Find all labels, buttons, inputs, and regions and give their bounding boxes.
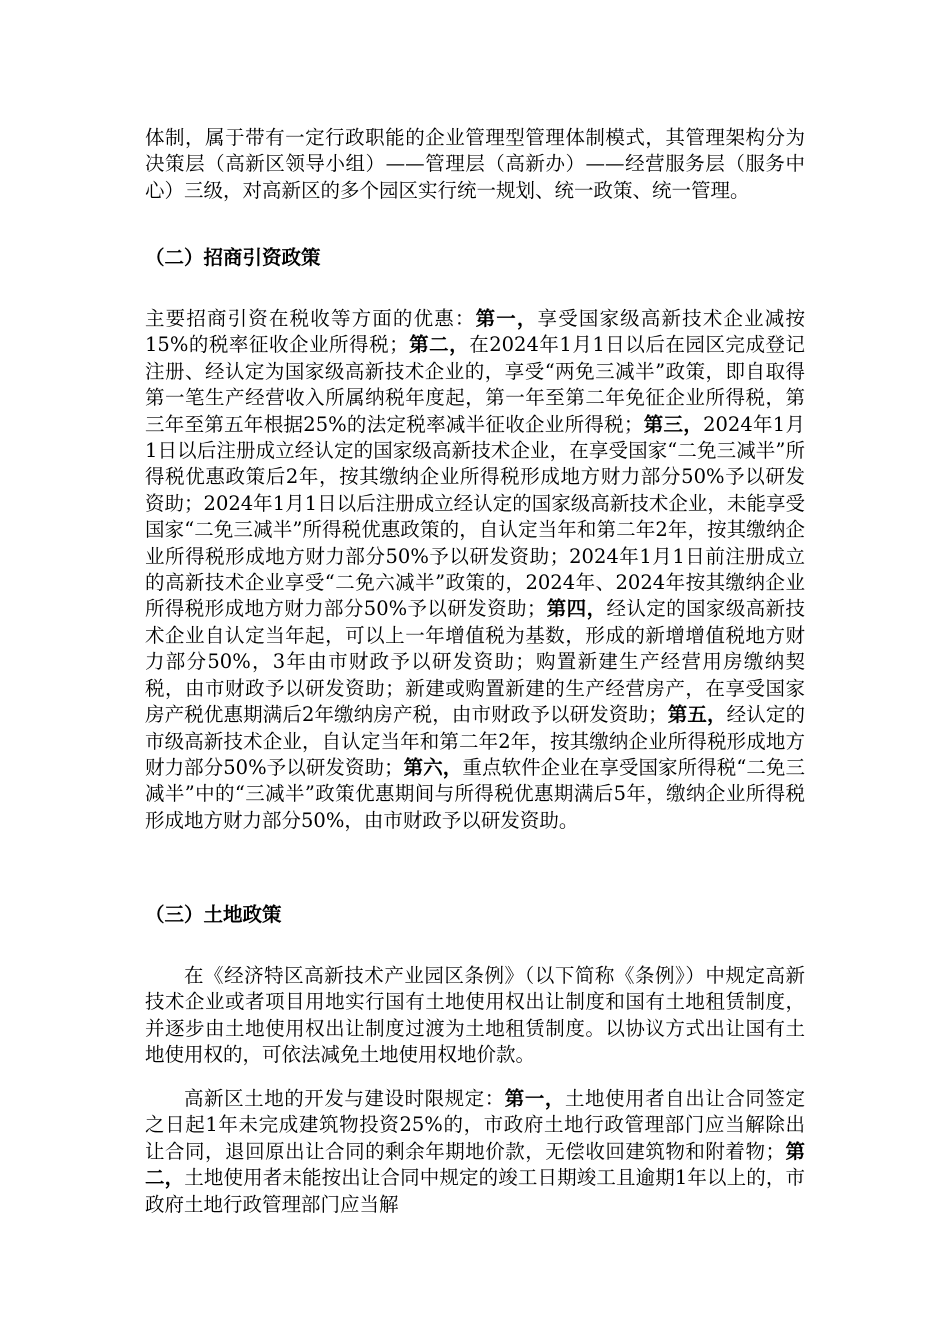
text-run: 经认定的国家级高新技术企业自认定当年起，可以上一年增值税为基数，形成的新增增值税地方财力部分50%，3年由市财政予以研发资助；购置新建生产经营用房缴纳契税，由市财政予以研发资助；新建或购置新建的生产经营房产，在享受国家房产税优惠期满后2年缴纳房产税，由市财政予以研发资助； <box>145 597 805 727</box>
text-run: 土地使用者自出让合同签定之日起1年未完成建筑物投资25%的，市政府土地行政管理部门应当解除出让合同，退回原出让合同的剩余年期地价款，无偿收回建筑物和附着物； <box>145 1087 805 1163</box>
bold-label-first: 第一， <box>504 1087 565 1110</box>
bold-label-first: 第一， <box>475 307 538 330</box>
text-run: 在2024年1月1日以后在园区完成登记注册、经认定为国家级高新技术企业的，享受“两免三减半”政策，即自取得第一笔生产经营收入所属纳税年度起，第一年至第二年免征企业所得税，第三年至第五年根据25%的法定税率减半征收企业所得税； <box>145 333 805 436</box>
paragraph-land-regulation: 在《经济特区高新技术产业园区条例》（以下简称《条例》）中规定高新技术企业或者项目用地实行国有土地使用权出让制度和国有土地租赁制度，并逐步由土地使用权出让制度过渡为土地租赁制度。以协议方式出让国有土地使用权的，可依法减免土地使用权地价款。 <box>145 964 805 1067</box>
text-run: 土地使用者未能按出让合同中规定的竣工日期竣工且逾期1年以上的，市政府土地行政管理部门应当解 <box>145 1166 805 1216</box>
text-run: 享受国家级高新技术企业减按15%的税率征收企业所得税； <box>145 307 805 357</box>
text-run: 2024年1月1日以后注册成立经认定的国家级高新技术企业，在享受国家“二免三减半”所得税优惠政策后2年，按其缴纳企业所得税形成地方财力部分50%予以研发资助；2024年1月1日以后注册成立经认定的国家级高新技术企业，未能享受国家“二免三减半”所得税优惠政策的，自认定当年和第二年2年，按其缴纳企业所得税形成地方财力部分50%予以研发资助；2024年1月1日前注册成立的高新技术企业享受“二免六减半”政策的，2024年、2024年按其缴纳企业所得税形成地方财力部分50%予以研发资助； <box>145 412 805 621</box>
bold-label-fifth: 第五， <box>667 703 727 727</box>
text-run: 重点软件企业在享受国家所得税“二免三减半”中的“三减半”政策优惠期间与所得税优惠期满后5年，缴纳企业所得税形成地方财力部分50%，由市财政予以研发资助。 <box>145 755 805 832</box>
bold-label-second: 第二， <box>408 333 470 357</box>
text-run: 高新区土地的开发与建设时限规定： <box>184 1087 505 1110</box>
paragraph-land-development-deadlines <box>145 1086 805 1218</box>
bold-label-second: 第二， <box>145 1139 805 1190</box>
bold-label-sixth: 第六， <box>403 755 463 779</box>
section-heading-investment-policy: （二）招商引资政策 <box>145 246 321 269</box>
paragraph-tax-incentives <box>145 306 805 834</box>
paragraph-management-structure: 体制，属于带有一定行政职能的企业管理型管理体制模式，其管理架构分为决策层（高新区领导小组）——管理层（高新办）——经营服务层（服务中心）三级，对高新区的多个园区实行统一规划、统一政策、统一管理。 <box>145 126 805 202</box>
section-heading-land-policy: （三）土地政策 <box>145 903 282 926</box>
bold-label-third: 第三， <box>643 412 704 436</box>
text-run: 经认定的市级高新技术企业，自认定当年和第二年2年，按其缴纳企业所得税形成地方财力部分50%予以研发资助； <box>145 703 805 779</box>
text-run: 主要招商引资在税收等方面的优惠： <box>145 307 476 330</box>
bold-label-fourth: 第四， <box>546 597 607 621</box>
